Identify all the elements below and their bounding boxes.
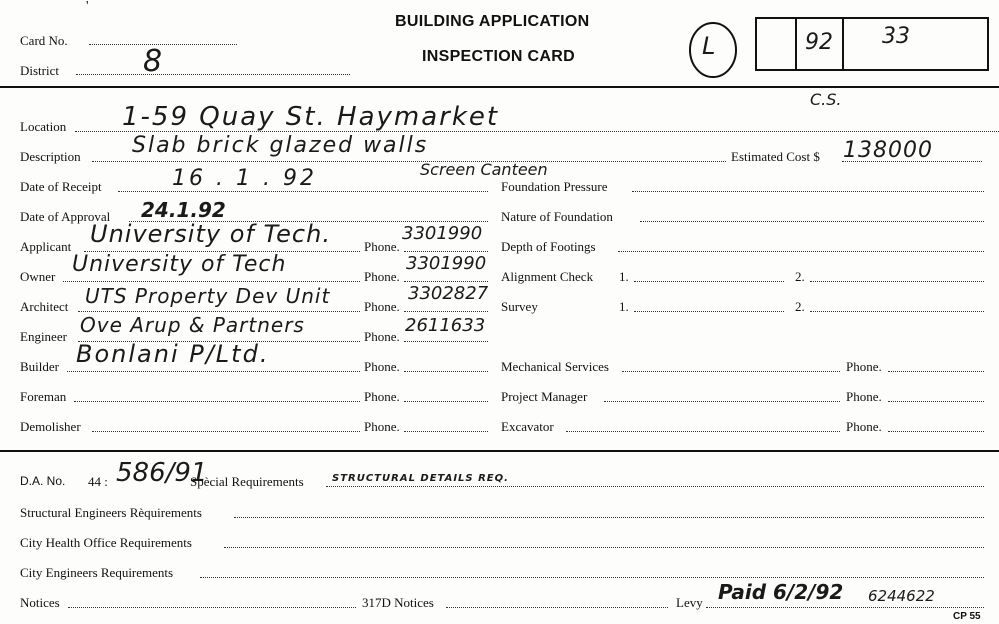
description-value: Slab brick glazed walls	[132, 133, 429, 158]
demolisher-phone-label: Phone.	[364, 419, 400, 434]
description-line	[92, 161, 726, 162]
excavator-phone-label: Phone.	[846, 419, 882, 434]
structural-line	[234, 517, 984, 518]
applicant-phone-label: Phone.	[364, 239, 400, 254]
depth-of-footings-line	[618, 251, 984, 252]
applicant-label: Applicant	[20, 239, 72, 254]
project-manager-phone-label: Phone.	[846, 389, 882, 404]
owner-phone-line	[404, 281, 488, 282]
applicant-phone: 3301990	[402, 223, 483, 244]
owner-phone-label: Phone.	[364, 269, 400, 284]
notices-317d-label: 317D Notices	[362, 595, 434, 610]
levy-value: Paid 6/2/92	[718, 580, 844, 604]
da-label: D.A. No.	[20, 474, 66, 488]
owner-phone: 3301990	[406, 253, 487, 274]
box-divider-2	[842, 17, 844, 69]
project-manager-phone-line	[888, 401, 984, 402]
builder-line	[67, 371, 360, 372]
survey-line1	[634, 311, 784, 312]
engineer-phone: 2611633	[405, 315, 486, 336]
nature-of-foundation-label: Nature of Foundation	[501, 209, 613, 224]
title-line-2: INSPECTION CARD	[422, 48, 575, 65]
foundation-pressure-line	[632, 191, 984, 192]
alignment-check-line1	[634, 281, 784, 282]
survey-num2: 2.	[795, 299, 805, 314]
structural-label: Structural Engineers Rèquirements	[20, 505, 202, 520]
da-prefix: 44 :	[88, 474, 108, 489]
location-value: 1-59 Quay St. Haymarket	[122, 102, 500, 132]
special-requirements-line	[326, 486, 984, 487]
mechanical-services-line	[622, 371, 840, 372]
card-number-box	[755, 17, 989, 71]
applicant-value: University of Tech.	[90, 220, 331, 248]
mechanical-services-label: Mechanical Services	[501, 359, 609, 374]
circled-mark: L	[702, 32, 716, 60]
owner-label: Owner	[20, 269, 56, 284]
receipt-line	[118, 191, 488, 192]
nature-of-foundation-line	[640, 221, 984, 222]
architect-phone-line	[404, 311, 488, 312]
excavator-label: Excavator	[501, 419, 554, 434]
levy-line	[706, 607, 984, 608]
receipt-value: 16 . 1 . 92	[172, 166, 317, 191]
health-label: City Health Office Requirements	[20, 535, 192, 550]
foreman-phone-label: Phone.	[364, 389, 400, 404]
levy-number: 6244622	[868, 587, 935, 605]
foreman-line	[74, 401, 360, 402]
box-divider-1	[795, 17, 797, 69]
applicant-phone-line	[404, 251, 488, 252]
city-engineers-label: City Engineers Requirements	[20, 565, 174, 580]
owner-line	[63, 281, 360, 282]
special-requirements-value: STRUCTURAL DETAILS REQ.	[332, 473, 509, 484]
district-value: 8	[143, 44, 163, 79]
alignment-check-label: Alignment Check	[501, 269, 594, 284]
foreman-label: Foreman	[20, 389, 67, 404]
demolisher-line	[92, 431, 360, 432]
engineer-phone-line	[404, 341, 488, 342]
health-line	[224, 547, 984, 548]
alignment-check-line2	[810, 281, 984, 282]
top-rule	[0, 86, 999, 88]
project-manager-line	[604, 401, 840, 402]
demolisher-phone-line	[404, 431, 488, 432]
estimated-cost-label: Estimated Cost $	[731, 149, 820, 164]
da-value: 586/91	[116, 458, 208, 488]
special-requirements-label: Spècial Requirements	[190, 474, 304, 489]
location-label: Location	[20, 119, 67, 134]
demolisher-label: Demolisher	[20, 419, 81, 434]
box-right-value: 33	[882, 24, 910, 49]
owner-value: University of Tech	[72, 252, 287, 277]
architect-phone: 3302827	[408, 283, 489, 304]
builder-phone-label: Phone.	[364, 359, 400, 374]
architect-label: Architect	[20, 299, 69, 314]
mechanical-services-phone-line	[888, 371, 984, 372]
foreman-phone-line	[404, 401, 488, 402]
title-line-1: BUILDING APPLICATION	[395, 13, 590, 30]
survey-label: Survey	[501, 299, 538, 314]
architect-line	[78, 311, 360, 312]
alignment-check-num2: 2.	[795, 269, 805, 284]
project-manager-label: Project Manager	[501, 389, 588, 404]
form-code: CP 55	[953, 611, 981, 622]
stray-mark: '	[86, 0, 89, 14]
card-no-label: Card No.	[20, 33, 68, 48]
cs-note: C.S.	[810, 90, 842, 109]
description-extra: Screen Canteen	[420, 160, 548, 179]
receipt-label: Date of Receipt	[20, 179, 102, 194]
approval-label: Date of Approval	[20, 209, 111, 224]
notices-label: Notices	[20, 595, 60, 610]
middle-rule	[0, 450, 999, 452]
box-middle-value: 92	[805, 30, 833, 55]
architect-phone-label: Phone.	[364, 299, 400, 314]
notices-line	[68, 607, 356, 608]
card-no-line	[89, 44, 237, 45]
levy-label: Levy	[676, 595, 703, 610]
builder-value: Bonlani P/Ltd.	[76, 340, 270, 368]
notices-317d-line	[446, 607, 668, 608]
description-label: Description	[20, 149, 81, 164]
architect-value: UTS Property Dev Unit	[85, 284, 331, 308]
alignment-check-num1: 1.	[619, 269, 629, 284]
district-line	[76, 74, 350, 75]
estimated-cost-value: 138000	[843, 138, 933, 163]
builder-label: Builder	[20, 359, 59, 374]
city-engineers-line	[200, 577, 984, 578]
excavator-phone-line	[888, 431, 984, 432]
engineer-phone-label: Phone.	[364, 329, 400, 344]
approval-value: 24.1.92	[141, 198, 226, 222]
mechanical-services-phone-label: Phone.	[846, 359, 882, 374]
survey-num1: 1.	[619, 299, 629, 314]
engineer-label: Engineer	[20, 329, 67, 344]
survey-line2	[810, 311, 984, 312]
excavator-line	[566, 431, 840, 432]
district-label: District	[20, 63, 59, 78]
engineer-value: Ove Arup & Partners	[80, 313, 305, 337]
foundation-pressure-label: Foundation Pressure	[501, 179, 608, 194]
builder-phone-line	[404, 371, 488, 372]
depth-of-footings-label: Depth of Footings	[501, 239, 596, 254]
